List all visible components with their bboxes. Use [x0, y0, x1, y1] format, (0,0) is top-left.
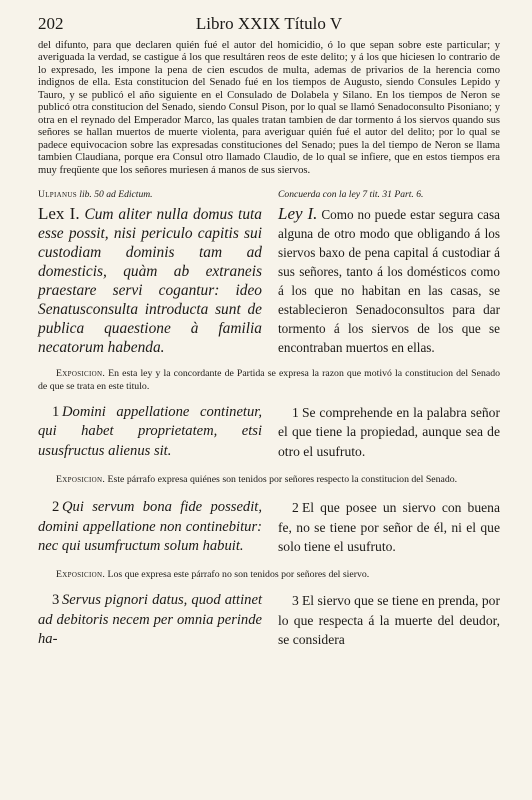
- spanish-concordance: Concuerda con la ley 7 tit. 31 Part. 6.: [278, 188, 424, 200]
- citation-row: [38, 177, 500, 203]
- paragraph-2-latin-text: Qui servum bona fide possedit, domini appellatione non continebitur: nec qui usumfructum solum habuit.: [38, 499, 262, 555]
- law-1-latin-heading: Lex I.: [38, 203, 80, 223]
- page-number: 202: [38, 14, 64, 33]
- paragraph-number: 2: [292, 500, 299, 516]
- exposition-1: [38, 367, 500, 393]
- intro-paragraph: del difunto, para que declaren quién fué el autor del homicidio, ó lo que sepan sobre este particular; y averiguada la verdad, se castigue á los que resultáren reos de este delito; y á los que hiciesen lo contrario de lo expresado, les impone la pena de cien escudos de multa, ademas de privarios de la herencia como indignos de ella. Esta constitucion del Senado fué en los tiempos de Augusto, siendo Consules Lepido y Tauro, y se publicó el año siguiente en el Consulado de Dolabela y Silano. En los tiempos de Neron se publicó otra constitucion del Senado, siendo Consul Pison, por lo qual se llamó Senadoconsulto Pisoniano; y otra en el reynado del Emperador Marco, las quales tratan tambien de dar tormento á los siervos quando sus señores se hallan muertos de muerte violenta, para averiguar quién fué el autor del delito; por lo qual se padece equivocacion sobre las expresadas constituciones del Senado; pues la del tiempo de Neron se llama tambien Claudiana, porque era Consul otro llamado Claudio, de lo qual se infiere, que en estos tiempos era muy freqüente que los señores muriesen á manos de sus siervos.: [38, 40, 500, 176]
- paragraph-2-spanish: [278, 498, 500, 556]
- paragraph-3-latin: [38, 591, 262, 649]
- paragraph-number: 1: [292, 404, 299, 420]
- law-1-spanish: [278, 204, 500, 357]
- paragraph-3: [38, 591, 500, 649]
- exposition-label: Exposicion.: [56, 367, 106, 379]
- paragraph-1-latin-text: Domini appellatione continetur, qui habet proprietatem, etsi ususfructus alienus sit.: [38, 403, 262, 459]
- law-1-spanish-heading: Ley I.: [278, 203, 318, 223]
- paragraph-1-spanish-text: Se comprehende en la palabra señor el que tiene la propiedad, aunque sea de otro el usufruto.: [278, 404, 500, 459]
- paragraph-1-latin: [38, 403, 262, 461]
- law-1-latin: [38, 204, 262, 357]
- paragraph-number: 1: [52, 403, 60, 420]
- law-1: [38, 204, 500, 357]
- exposition-2: [38, 473, 500, 486]
- paragraph-3-spanish: [278, 591, 500, 649]
- latin-citation: [38, 187, 262, 203]
- exposition-label: Exposicion.: [56, 569, 106, 581]
- paragraph-2: [38, 498, 500, 556]
- page-header: [38, 14, 500, 40]
- paragraph-3-spanish-text: El siervo que se tiene en prenda, por lo que respecta á la muerte del deudor, se considera: [278, 593, 500, 648]
- paragraph-2-latin: [38, 498, 262, 556]
- exposition-text: Este párrafo expresa quiénes son tenidos por señores respecto la constitucion del Senado.: [107, 474, 458, 486]
- paragraph-number: 3: [292, 593, 299, 609]
- paragraph-3-latin-text: Servus pignori datus, quod attinet ad debitoris necem per omnia perinde ha-: [38, 592, 262, 648]
- running-title: Libro XXIX Título V: [195, 14, 343, 33]
- paragraph-1: [38, 403, 500, 461]
- paragraph-number: 2: [52, 499, 60, 516]
- paragraph-2-spanish-text: El que posee un siervo con buena fe, no se tiene por señor de él, ni el que solo tiene el usufruto.: [278, 500, 500, 555]
- paragraph-number: 3: [52, 592, 60, 609]
- exposition-label: Exposicion.: [56, 474, 106, 486]
- exposition-text: En esta ley y la concordante de Partida se expresa la razon que motivó la constitucion del Senado de que se trata en este titulo.: [38, 367, 501, 392]
- citation-reference: lib. 50 ad Edictum.: [79, 188, 153, 200]
- law-1-spanish-text: Como no puede estar segura casa alguna de otro modo que obligando á los siervos baxo de pena capital á custodiar á sus señores, tanto á los domésticos como á los que no habitan en las casas, se establecieron Senadoconsultos para dar tormento á los siervos de los que se encontraban muertos en ellas.: [278, 206, 501, 355]
- exposition-text: Los que expresa este párrafo no son tenidos por señores del siervo.: [107, 569, 370, 581]
- exposition-3: [38, 568, 500, 581]
- law-1-latin-text: Cum aliter nulla domus tuta esse possit, nisi periculo capitis sui custodiam dominis tam ad domesticis, quàm ab extraneis praestare servi cogantur: ideo Senatusconsulta introducta sunt de publica quaestione à familia necatorum habenda.: [38, 205, 262, 356]
- paragraph-1-spanish: [278, 403, 500, 461]
- book-page: [38, 14, 500, 650]
- citation-author: Ulpianus: [38, 188, 77, 200]
